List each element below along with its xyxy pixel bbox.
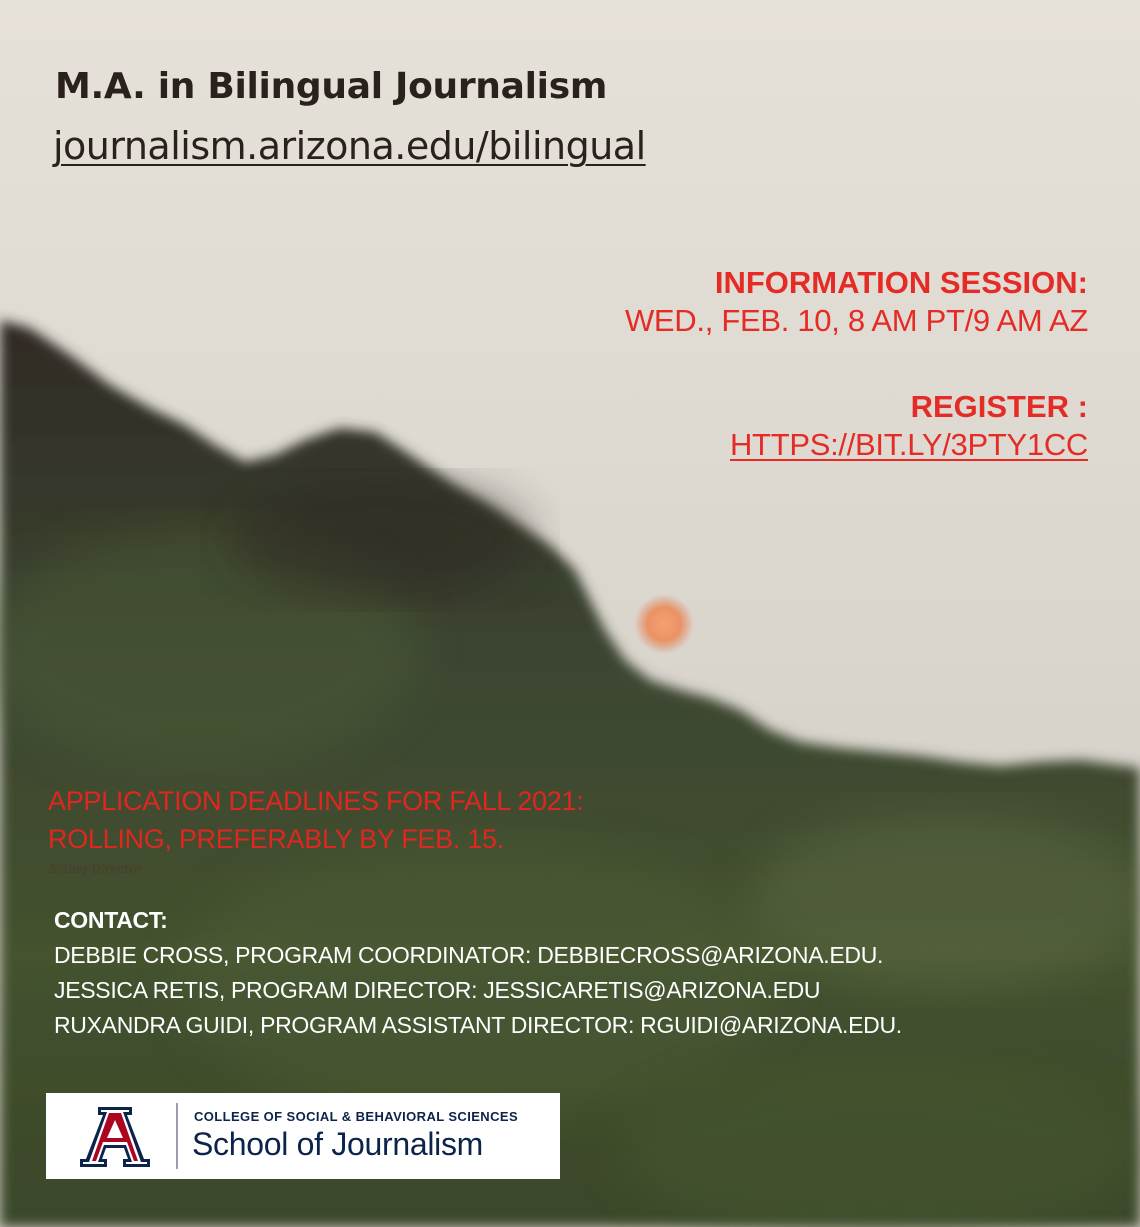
application-deadlines — [48, 782, 583, 858]
information-session-block — [625, 264, 1088, 464]
school-name: School of Journalism — [192, 1126, 484, 1162]
program-title: M.A. in Bilingual Journalism — [55, 66, 608, 107]
logo-divider — [176, 1103, 178, 1169]
contact-heading: CONTACT: — [54, 907, 168, 933]
contact-block — [54, 903, 902, 1043]
school-logo — [46, 1093, 560, 1179]
contact-line: DEBBIE CROSS, PROGRAM COORDINATOR: DEBBIECROSS@ARIZONA.EDU. — [54, 942, 884, 968]
program-url-link[interactable]: journalism.arizona.edu/bilingual — [53, 124, 646, 168]
contact-line: JESSICA RETIS, PROGRAM DIRECTOR: JESSICARETIS@ARIZONA.EDU — [54, 977, 821, 1003]
register-heading: REGISTER : — [910, 389, 1088, 424]
college-name: COLLEGE OF SOCIAL & BEHAVIORAL SCIENCES — [194, 1109, 519, 1124]
arizona-a-logo-icon — [76, 1101, 154, 1171]
contact-line: RUXANDRA GUIDI, PROGRAM ASSISTANT DIRECTOR: RGUIDI@ARIZONA.EDU. — [54, 1012, 902, 1038]
sun-shape — [634, 594, 694, 654]
info-session-heading: INFORMATION SESSION: — [714, 265, 1088, 300]
info-session-datetime: WED., FEB. 10, 8 AM PT/9 AM AZ — [624, 303, 1088, 338]
small-note: Acting Director — [48, 862, 143, 876]
deadlines-line-2: ROLLING, PREFERABLY BY FEB. 15. — [48, 824, 504, 854]
register-link[interactable]: HTTPS://BIT.LY/3PTY1CC — [729, 427, 1088, 462]
deadlines-line-1: APPLICATION DEADLINES FOR FALL 2021: — [48, 786, 584, 816]
